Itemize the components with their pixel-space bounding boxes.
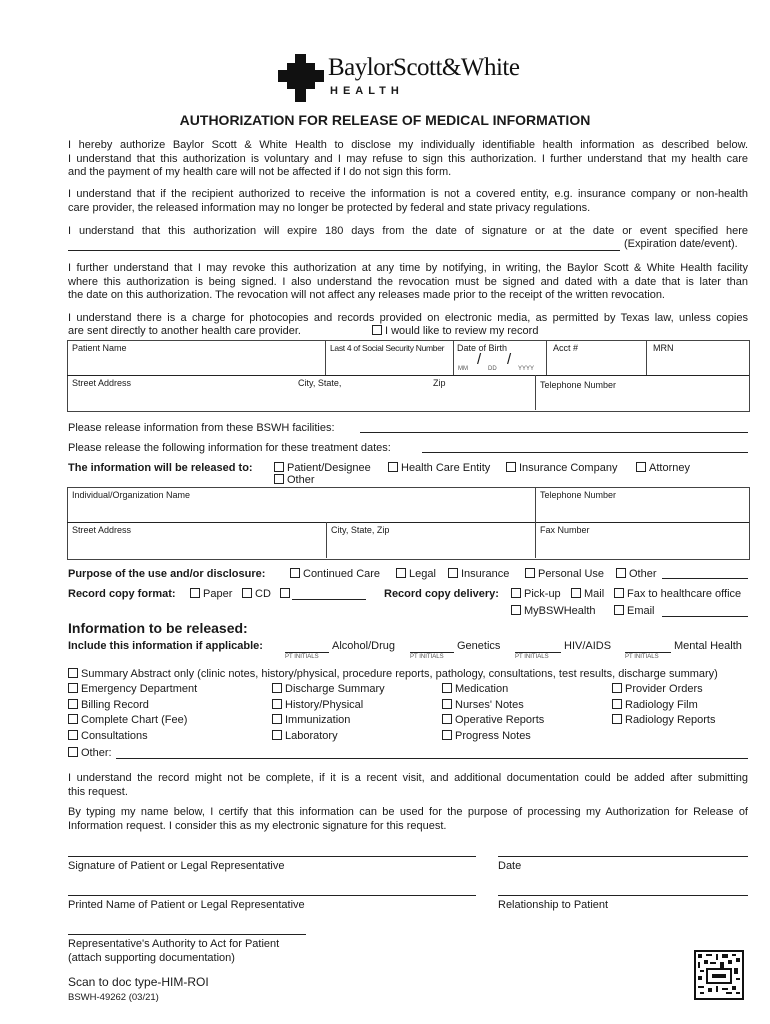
released-to-label: The information will be released to: <box>68 462 253 474</box>
record-option[interactable]: Progress Notes <box>442 730 531 743</box>
date-field[interactable] <box>498 856 748 857</box>
facilities-label: Please release information from these BSWH facilities: <box>68 422 335 434</box>
dob-field[interactable] <box>454 351 545 374</box>
recipient-street-field[interactable] <box>68 537 325 557</box>
org-label: Individual/Organization Name <box>72 490 191 500</box>
initials-item: Genetics <box>457 640 501 652</box>
initials-field-hiv[interactable] <box>515 652 561 653</box>
printed-name-label: Printed Name of Patient or Legal Representative <box>68 899 305 911</box>
initials-field-alcohol[interactable] <box>285 652 329 653</box>
record-option[interactable]: Laboratory <box>272 730 338 743</box>
initials-item: Alcohol/Drug <box>332 640 395 652</box>
checkbox-icon <box>68 668 78 678</box>
released-option[interactable]: Patient/Designee <box>274 462 371 475</box>
initials-hint: PT INITIALS <box>285 654 319 660</box>
review-record-checkbox[interactable] <box>372 325 538 338</box>
checkbox-icon <box>442 714 452 724</box>
para-line: I understand that this authorization is voluntary and I may refuse to sign this authorization. I further understand that my health care <box>68 153 748 165</box>
checkbox-icon <box>612 683 622 693</box>
patient-name-label: Patient Name <box>72 343 127 353</box>
para-line: I further understand that I may revoke this authorization at any time by notifying, in writing, the Baylor Scott & White Health facility <box>68 262 748 274</box>
para-line: care provider, the released information may no longer be protected by federal and state privacy regulations. <box>68 202 591 214</box>
checkbox-icon <box>388 462 398 472</box>
checkbox-icon <box>274 474 284 484</box>
checkbox-icon <box>511 605 521 615</box>
dob-label: Date of Birth <box>457 343 508 353</box>
cross-logo-icon <box>276 52 326 104</box>
recipient-csz-label: City, State, Zip <box>331 525 390 535</box>
record-option[interactable]: Consultations <box>68 730 148 743</box>
acct-label: Acct # <box>553 343 579 353</box>
delivery-option[interactable]: Email <box>614 605 655 618</box>
phone-field[interactable] <box>536 392 747 409</box>
record-option[interactable]: Billing Record <box>68 699 149 712</box>
zip-label: Zip <box>433 378 446 388</box>
ssn-label: Last 4 of Social Security Number <box>330 343 445 353</box>
checkbox-icon <box>614 605 624 615</box>
checkbox-icon <box>68 683 78 693</box>
dob-slash: / <box>507 351 512 368</box>
copy-format-label: Record copy format: <box>68 588 176 600</box>
delivery-option[interactable]: Fax to healthcare office <box>614 588 741 601</box>
summary-option[interactable]: Summary Abstract only (clinic notes, history/physical, procedure reports, pathology, consultations, test results, discharge summary) <box>68 668 718 681</box>
other-option[interactable]: Other: <box>68 747 112 760</box>
printed-name-field[interactable] <box>68 895 476 896</box>
checkbox-icon <box>442 683 452 693</box>
dob-slash: / <box>477 351 482 368</box>
para-line: I hereby authorize Baylor Scott & White Health to disclose my individually identifiable health information as described below. <box>68 139 748 151</box>
checkbox-icon <box>612 699 622 709</box>
delivery-option[interactable]: Pick-up <box>511 588 561 601</box>
checkbox-icon <box>506 462 516 472</box>
mrn-field[interactable] <box>647 354 747 374</box>
fax-label: Fax Number <box>540 525 590 535</box>
format-other-field[interactable] <box>292 599 366 600</box>
date-label: Date <box>498 860 522 872</box>
record-option[interactable]: Operative Reports <box>442 714 544 727</box>
initials-hint: PT INITIALS <box>410 654 444 660</box>
logo <box>276 52 546 104</box>
city-label: City, State, <box>298 378 342 388</box>
checkbox-icon <box>396 568 406 578</box>
checkbox-icon <box>612 714 622 724</box>
recipient-csz-field[interactable] <box>327 537 534 557</box>
checkbox-icon <box>448 568 458 578</box>
released-option[interactable]: Attorney <box>636 462 690 475</box>
record-option[interactable]: History/Physical <box>272 699 363 712</box>
disclaimer-line: this request. <box>68 786 128 798</box>
para-line: I understand that this authorization will expire 180 days from the date of signature or at the date or event specified here <box>68 225 748 237</box>
relationship-label: Relationship to Patient <box>498 899 609 911</box>
checkbox-icon <box>511 588 521 598</box>
expiration-field[interactable] <box>68 250 620 251</box>
checkbox-icon <box>68 714 78 724</box>
logo-wordmark: BaylorScott&White <box>328 54 520 81</box>
fax-field[interactable] <box>536 537 747 557</box>
checkbox-icon <box>242 588 252 598</box>
checkbox-icon <box>290 568 300 578</box>
purpose-option[interactable]: Continued Care <box>290 568 380 581</box>
mrn-label: MRN <box>653 343 674 353</box>
email-field[interactable] <box>662 616 748 617</box>
purpose-option[interactable]: Other <box>616 568 657 581</box>
para-line: I understand there is a charge for photocopies and records provided on electronic media, as permitted by Texas law, unless copies <box>68 312 748 324</box>
initials-item: HIV/AIDS <box>564 640 612 652</box>
purpose-other-field[interactable] <box>662 578 748 579</box>
para-line: are sent directly to another health care provider. <box>68 325 301 337</box>
scan-label: Scan to doc type-HIM-ROI <box>68 975 209 989</box>
applicable-label: Include this information if applicable: <box>68 640 263 652</box>
org-field[interactable] <box>68 502 534 521</box>
checkbox-icon <box>636 462 646 472</box>
record-option[interactable]: Discharge Summary <box>272 683 385 696</box>
purpose-option[interactable]: Personal Use <box>525 568 604 581</box>
initials-field-genetics[interactable] <box>410 652 454 653</box>
dob-hint-yyyy: YYYY <box>518 366 535 372</box>
copy-delivery-label: Record copy delivery: <box>384 588 499 600</box>
checkbox-icon <box>280 588 290 598</box>
checkbox-icon <box>525 568 535 578</box>
purpose-option[interactable]: Legal <box>396 568 436 581</box>
para-line: the date on this authorization. The revocation will not affect any releases made prior to the receipt of the written revocation. <box>68 289 665 301</box>
page-title: AUTHORIZATION FOR RELEASE OF MEDICAL INFORMATION <box>179 112 591 128</box>
record-option[interactable]: Nurses' Notes <box>442 699 524 712</box>
checkbox-icon <box>616 568 626 578</box>
recipient-phone-field[interactable] <box>536 502 747 521</box>
dob-hint-mm: MM <box>458 366 468 372</box>
facilities-field[interactable] <box>360 432 748 433</box>
delivery-option[interactable]: MyBSWHealth <box>511 605 596 618</box>
signature-label: Signature of Patient or Legal Representative <box>68 860 285 872</box>
record-option[interactable]: Medication <box>442 683 508 696</box>
released-option[interactable]: Insurance Company <box>506 462 617 475</box>
record-option[interactable]: Radiology Film <box>612 699 698 712</box>
para-line: (Expiration date/event). <box>624 238 738 250</box>
phone-label: Telephone Number <box>540 380 617 390</box>
record-option[interactable]: Radiology Reports <box>612 714 716 727</box>
checkbox-icon <box>442 699 452 709</box>
checkbox-icon <box>272 683 282 693</box>
dates-label: Please release the following information for these treatment dates: <box>68 442 391 454</box>
checkbox-icon <box>272 730 282 740</box>
checkbox-icon <box>68 699 78 709</box>
checkbox-icon <box>68 730 78 740</box>
initials-item: Mental Health <box>674 640 742 652</box>
other-field[interactable] <box>116 758 748 759</box>
purpose-option[interactable]: Insurance <box>448 568 509 581</box>
patient-name-field[interactable] <box>68 354 324 374</box>
initials-hint: PT INITIALS <box>625 654 659 660</box>
authority-field[interactable] <box>68 934 306 935</box>
recipient-street-label: Street Address <box>72 525 132 535</box>
record-option[interactable]: Immunization <box>272 714 350 727</box>
initials-field-mental[interactable] <box>625 652 671 653</box>
record-option[interactable]: Emergency Department <box>68 683 197 696</box>
authority-label: Representative's Authority to Act for Patient <box>68 938 280 950</box>
released-option[interactable]: Other <box>274 474 315 487</box>
record-option[interactable]: Complete Chart (Fee) <box>68 714 187 727</box>
ssn-field[interactable] <box>326 354 452 374</box>
acct-field[interactable] <box>547 354 645 374</box>
format-option[interactable]: CD <box>242 588 271 601</box>
info-heading: Information to be released: <box>68 620 248 636</box>
delivery-option[interactable]: Mail <box>571 588 604 601</box>
para-line: where this authorization is being signed. I also understand the revocation must be signed and dated with a date that is later than <box>68 276 748 288</box>
esign-line: By typing my name below, I certify that this information can be used for the purpose of processing my Authorization for Release of <box>68 806 748 818</box>
purpose-label: Purpose of the use and/or disclosure: <box>68 568 266 580</box>
logo-sub: HEALTH <box>330 85 404 97</box>
authority-label: (attach supporting documentation) <box>68 952 235 964</box>
released-option[interactable]: Health Care Entity <box>388 462 490 475</box>
esign-line: Information request. I consider this as my electronic signature for this request. <box>68 820 447 832</box>
checkbox-icon <box>272 714 282 724</box>
datamatrix-icon <box>694 950 744 1000</box>
checkbox-icon <box>274 462 284 472</box>
para-line: I understand that if the recipient authorized to receive the information is not a covered entity, e.g. insurance company or non-health <box>68 188 748 200</box>
checkbox-icon <box>272 699 282 709</box>
recipient-phone-label: Telephone Number <box>540 490 617 500</box>
record-option[interactable]: Provider Orders <box>612 683 703 696</box>
dob-hint-dd: DD <box>488 366 497 372</box>
format-option[interactable]: Paper <box>190 588 232 601</box>
relationship-field[interactable] <box>498 895 748 896</box>
dates-field[interactable] <box>422 452 748 453</box>
checkbox-icon <box>614 588 624 598</box>
review-label: I would like to review my record <box>385 325 539 337</box>
address-field[interactable] <box>68 390 534 409</box>
checkbox-icon <box>571 588 581 598</box>
para-line: and the payment of my health care will not be affected if I do not sign this form. <box>68 166 452 178</box>
form-code: BSWH-49262 (03/21) <box>68 992 159 1003</box>
signature-field[interactable] <box>68 856 476 857</box>
checkbox-icon <box>190 588 200 598</box>
initials-hint: PT INITIALS <box>515 654 549 660</box>
checkbox-icon <box>442 730 452 740</box>
street-label: Street Address <box>72 378 132 388</box>
checkbox-icon <box>68 747 78 757</box>
disclaimer-line: I understand the record might not be complete, if it is a recent visit, and additional documentation could be added after submitting <box>68 772 748 784</box>
